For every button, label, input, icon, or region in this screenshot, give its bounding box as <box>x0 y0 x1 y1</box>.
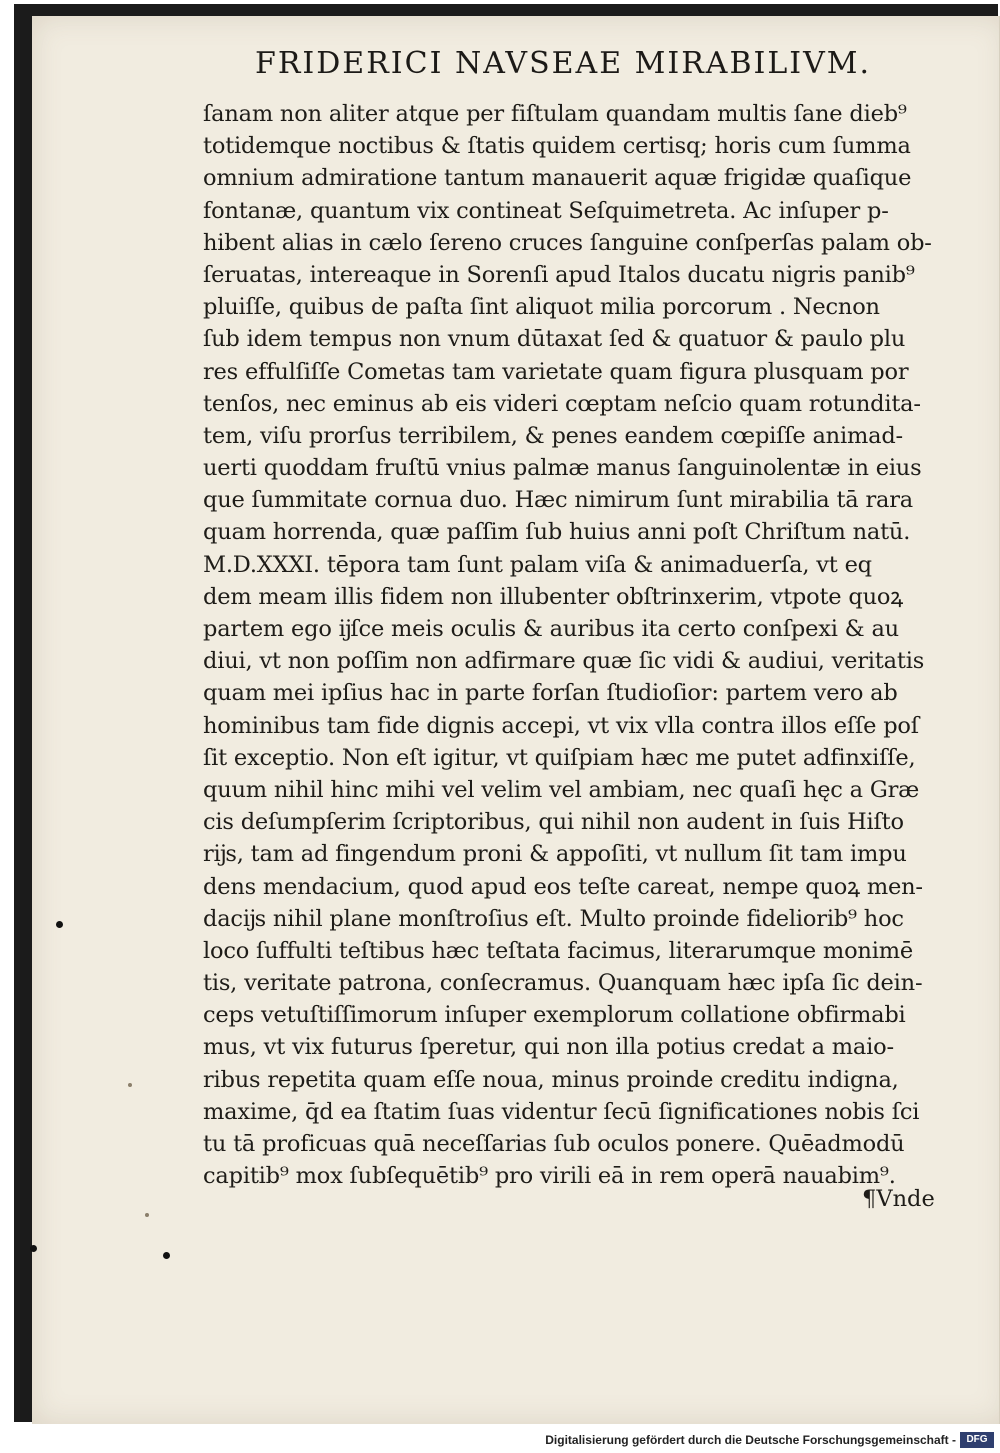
text-line: ſeruatas, intereaque in Sorenſi apud Italos ducatu nigris panib⁹ <box>203 261 915 288</box>
text-line: hibent alias in cælo ſereno cruces ſanguine conſperſas palam ob- <box>203 229 932 256</box>
text-line: ſub idem tempus non vnum dūtaxat ſed & quatuor & paulo plu <box>203 326 906 353</box>
text-line: totidemque noctibus & ſtatis quidem certisq; horis cum ſumma <box>203 133 911 160</box>
text-line: ſit exceptio. Non eſt igitur, vt quiſpiam hæc me putet adfinxiſſe, <box>203 744 916 771</box>
text-line: hominibus tam fide dignis accepi, vt vix vlla contra illos eſſe poſ <box>203 712 919 739</box>
text-line: dem meam illis fidem non illubenter obſtrinxerim, vtpote quoꝝ <box>203 583 904 610</box>
text-line: omnium admiratione tantum manauerit aquæ frigidæ quaſique <box>203 165 912 192</box>
running-head: FRIDERICI NAVSEAE MIRABILIVM. <box>255 46 872 81</box>
text-line: cis deſumpſerim ſcriptoribus, qui nihil non audent in ſuis Hiſto <box>203 809 904 836</box>
text-line: res effulſiſſe Cometas tam varietate quam figura plusquam por <box>203 358 909 385</box>
margin-speck <box>145 1213 149 1217</box>
text-line: capitib⁹ mox ſubſequētib⁹ pro virili eā in rem operā nauabim⁹. <box>203 1163 896 1190</box>
text-line: fontanæ, quantum vix contineat Seſquimetreta. Ac inſuper p- <box>203 197 889 224</box>
catchword: ¶Vnde <box>862 1186 935 1212</box>
text-line: loco ſuffulti teſtibus hæc teſtata facimus, literarumque monimē <box>203 937 913 964</box>
text-line: pluiſſe, quibus de paſta ſint aliquot milia porcorum . Necnon <box>203 294 880 321</box>
margin-dot <box>30 1245 37 1252</box>
text-line: dens mendacium, quod apud eos teſte careat, nempe quoꝝ men- <box>203 873 923 900</box>
text-line: quam horrenda, quæ paſſim ſub huius anni poſt Chriſtum natū. <box>203 519 911 546</box>
margin-dot <box>56 921 63 928</box>
margin-speck <box>128 1083 132 1087</box>
text-line: uerti quoddam fruſtū vnius palmæ manus ſanguinolentæ in eius <box>203 455 922 482</box>
body-text <box>203 98 973 1192</box>
text-line: mus, vt vix futurus ſperetur, qui non illa potius credat a maio- <box>203 1034 894 1061</box>
text-line: ribus repetita quam eſſe noua, minus proinde creditu indigna, <box>203 1066 899 1093</box>
text-line: rĳs, tam ad fingendum proni & appoſiti, vt nullum ſit tam impu <box>203 841 907 868</box>
text-line: diui, vt non poſſim non adfirmare quæ ſic vidi & audiui, veritatis <box>203 648 925 675</box>
text-line: partem ego ĳſce meis oculis & auribus ita certo conſpexi & au <box>203 616 899 642</box>
dfg-logo: DFG <box>960 1432 994 1448</box>
text-line: tenſos, nec eminus ab eis videri cœptam neſcio quam rotundita- <box>203 390 921 417</box>
text-line: M.D.XXXI. tēpora tam ſunt palam viſa & animaduerſa, vt eq <box>203 551 872 578</box>
text-line: tis, veritate patrona, conſecramus. Quanquam hæc ipſa ſic dein- <box>203 970 923 997</box>
margin-dot <box>163 1252 170 1259</box>
footer-credit: Digitalisierung gefördert durch die Deutsche Forschungsgemeinschaft - <box>545 1433 956 1447</box>
text-line: ceps vetuſtiſſimorum inſuper exemplorum collatione obfirmabi <box>203 1002 906 1029</box>
text-line: quam mei ipſius hac in parte forſan ſtudioſior: partem vero ab <box>203 680 898 707</box>
text-line: ſanam non aliter atque per fiſtulam quandam multis ſane dieb⁹ <box>203 101 907 127</box>
text-line: tu tā proficuas quā neceſſarias ſub oculos ponere. Quēadmodū <box>203 1131 905 1157</box>
text-line: dacĳs nihil plane monſtroſius eſt. Multo proinde fideliorib⁹ hoc <box>203 905 904 932</box>
footer-bar <box>0 1430 1000 1453</box>
text-line: tem, viſu prorſus terribilem, & penes eandem cœpiſſe animad- <box>203 422 903 449</box>
text-line: maxime, q̄d ea ſtatim ſuas videntur ſecū ſignificationes nobis ſci <box>203 1098 920 1125</box>
text-line: quum nihil hinc mihi vel velim vel ambiam, nec quaſi hęc a Græ <box>203 776 920 803</box>
text-line: que ſummitate cornua duo. Hæc nimirum ſunt mirabilia tā rara <box>203 487 913 514</box>
